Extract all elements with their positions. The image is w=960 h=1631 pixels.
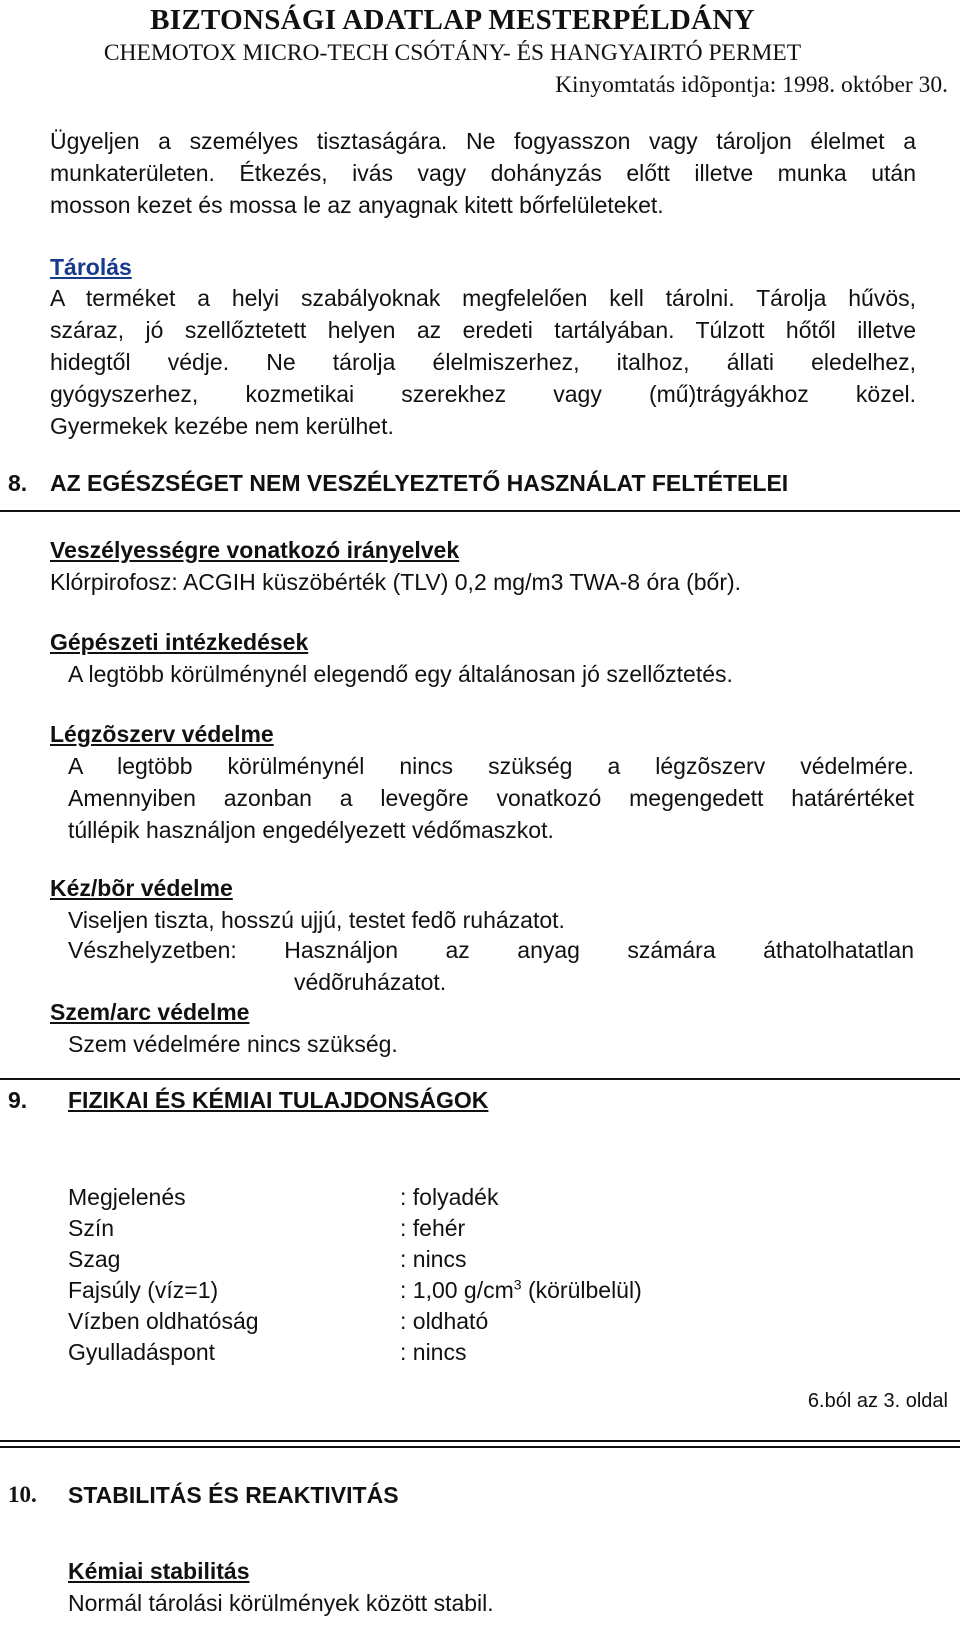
engineering-heading: Gépészeti intézkedések: [50, 629, 309, 655]
stability-text: Normál tárolási körülmények között stabil.: [68, 1590, 494, 1616]
property-label: Gyulladáspont: [68, 1339, 216, 1365]
hygiene-line-1: Ügyeljen a személyes tisztaságára. Ne fogyasszon vagy tároljon élelmet a: [50, 128, 916, 154]
section-divider: [0, 510, 960, 512]
hand-protection-line-3: védõruházatot.: [294, 969, 447, 995]
hygiene-line-2: munkaterületen. Étkezés, ivás vagy dohányzás előtt illetve munka után: [50, 160, 916, 186]
section-number: 9.: [8, 1087, 28, 1113]
document-title: BIZTONSÁGI ADATLAP MESTERPÉLDÁNY: [150, 4, 755, 36]
property-value: : nincs: [400, 1246, 467, 1272]
hand-protection-heading: Kéz/bõr védelme: [50, 875, 233, 901]
density-exponent: 3: [513, 1276, 522, 1293]
property-value: : nincs: [400, 1339, 467, 1365]
storage-line-2: száraz, jó szellőztetett helyen az eredeti tartályában. Túlzott hőtől illetve: [50, 317, 916, 343]
section-title: STABILITÁS ÉS REAKTIVITÁS: [68, 1482, 399, 1508]
eye-protection-text: Szem védelmére nincs szükség.: [68, 1031, 398, 1057]
respiratory-line-2: Amennyiben azonban a levegõre vonatkozó megengedett határértéket: [68, 785, 914, 811]
section-title: FIZIKAI ÉS KÉMIAI TULAJDONSÁGOK: [68, 1087, 489, 1113]
property-label: Szín: [68, 1215, 115, 1241]
product-name: CHEMOTOX MICRO-TECH CSÓTÁNY- ÉS HANGYAIRTÓ PERMET: [103, 40, 802, 66]
respiratory-line-1: A legtöbb körülménynél nincs szükség a légzõszerv védelmére.: [68, 753, 914, 779]
exposure-text: Klórpirofosz: ACGIH küszöbérték (TLV) 0,2 mg/m3 TWA-8 óra (bőr).: [50, 569, 742, 595]
page-break-rule: [0, 1440, 960, 1448]
property-label: Megjelenés: [68, 1184, 186, 1210]
eye-protection-heading: Szem/arc védelme: [50, 999, 250, 1025]
print-date: Kinyomtatás idõpontja: 1998. október 30.: [555, 72, 948, 98]
property-value: : oldható: [400, 1308, 489, 1334]
density-suffix: (körülbelül): [521, 1277, 642, 1303]
density-value: : 1,00 g/cm: [400, 1277, 514, 1303]
property-value-density: [400, 1277, 642, 1304]
storage-line-5: Gyermekek kezébe nem kerülhet.: [50, 413, 394, 439]
page-number: 6.ból az 3. oldal: [807, 1390, 948, 1412]
property-label: Szag: [68, 1246, 121, 1272]
section-divider: [0, 1078, 960, 1080]
storage-line-3: hidegtől védje. Ne tárolja élelmiszerhez, italhoz, állati eledelhez,: [50, 349, 916, 375]
exposure-heading: Veszélyességre vonatkozó irányelvek: [50, 537, 460, 563]
property-label: Fajsúly (víz=1): [68, 1277, 219, 1303]
property-label: Vízben oldhatóság: [68, 1308, 259, 1334]
property-value: : folyadék: [400, 1184, 499, 1210]
respiratory-line-3: túllépik használjon engedélyezett védőmaszkot.: [68, 817, 554, 843]
section-number: 8.: [8, 470, 28, 496]
section-title: AZ EGÉSZSÉGET NEM VESZÉLYEZTETŐ HASZNÁLAT FELTÉTELEI: [50, 470, 789, 496]
storage-line-1: A terméket a helyi szabályoknak megfelelően kell tárolni. Tárolja hűvös,: [50, 285, 916, 311]
hand-protection-line-1: Viseljen tiszta, hosszú ujjú, testet fedõ ruházatot.: [68, 907, 565, 933]
section-number: 10.: [8, 1482, 37, 1507]
property-value: : fehér: [400, 1215, 466, 1241]
respiratory-heading: Légzõszerv védelme: [50, 721, 274, 747]
storage-line-4: gyógyszerhez, kozmetikai szerekhez vagy (mű)trágyákhoz közel.: [50, 381, 916, 407]
stability-heading: Kémiai stabilitás: [68, 1558, 250, 1584]
engineering-text: A legtöbb körülménynél elegendő egy általánosan jó szellőztetés.: [68, 661, 733, 687]
hygiene-line-3: mosson kezet és mossa le az anyagnak kitett bőrfelületeket.: [50, 192, 664, 218]
hand-protection-line-2: Vészhelyzetben: Használjon az anyag számára áthatolhatatlan: [68, 937, 914, 963]
storage-heading: Tárolás: [50, 254, 132, 280]
